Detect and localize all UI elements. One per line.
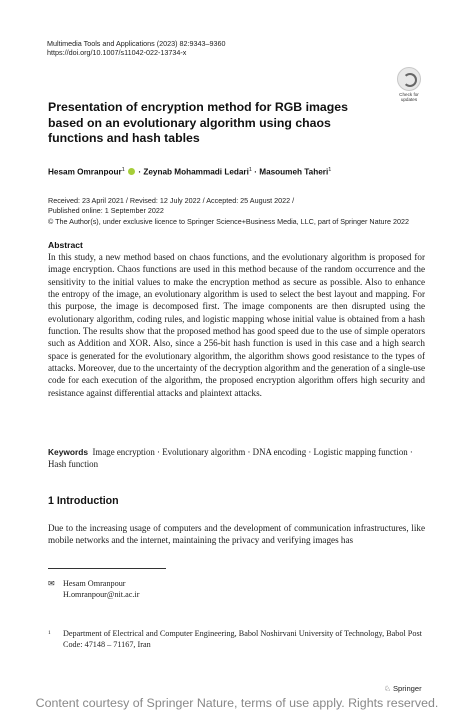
- publication-dates: [48, 196, 409, 227]
- author-affiliation-marker: 1: [121, 167, 125, 173]
- author-name[interactable]: Hesam Omranpour: [48, 167, 122, 177]
- check-for-updates-badge[interactable]: [396, 67, 422, 101]
- author-name[interactable]: Masoumeh Taheri: [259, 167, 329, 177]
- publisher-name: Springer: [392, 684, 422, 693]
- corresponding-author: [48, 578, 139, 600]
- journal-header: [47, 39, 225, 57]
- footnote-divider: [48, 568, 166, 569]
- keywords-list: Image encryption · Evolutionary algorithm · DNA encoding · Logistic mapping function · Hash function: [48, 447, 413, 470]
- copyright-line: © The Author(s), under exclusive licence to Springer Science+Business Media, LLC, part of Springer Nature 2022: [48, 216, 409, 226]
- publisher-logo: [384, 684, 422, 693]
- abstract-heading: Abstract: [48, 240, 83, 250]
- abstract-text: In this study, a new method based on chaos functions, and the evolutionary algorithm is proposed for image encryption. Chaos functions are used in this method because of the random occurrence and the sensitivity to the initial values to make the encryption method as secure as possible. Also to enhance the entropy of the image, an evolutionary algorithm is used to select the best layout and mapping. For this purpose, the image is decomposed first. The image components are then disrupted using the evolutionary algorithm, coding rules, and logistic mapping whose initial value is obtained from a hash function. The results show that the proposed method has good speed due to the use of simple operators such as Addition and XOR. Also, since a 256-bit hash function is used in this case and a high search space is generated for the evolutionary algorithm, the algorithm shows good resistance to the types of attacks. Moreover, due to the uncertainty of the decryption algorithm and the generation of a single-use code for each execution of the algorithm, the proposed encryption algorithm offers high security and resistance against differential attacks and plaintext attacks.: [48, 252, 425, 398]
- check-updates-label: Check for updates: [399, 92, 419, 102]
- affiliation-text: Department of Electrical and Computer Engineering, Babol Noshirvani University of Technology, Babol Post Code: 47148 – 71167, Iran: [63, 629, 422, 649]
- author-affiliation-marker: 1: [328, 167, 332, 173]
- affiliation-marker: 1: [48, 630, 51, 636]
- published-online-date: Published online: 1 September 2022: [48, 206, 164, 216]
- paper-title: Presentation of encryption method for RGB images based on an evolutionary algorithm using chaos functions and hash tables: [48, 100, 348, 145]
- doi-link[interactable]: https://doi.org/10.1007/s11042-022-13734-x: [47, 48, 187, 57]
- author-affiliation-marker: 1: [248, 167, 252, 173]
- author-list: Hesam Omranpour$^1$ · Zeynab Mohammadi Ledari$^1$ · Masoumeh Taheri$^1$: [48, 167, 332, 177]
- orcid-icon[interactable]: [128, 168, 135, 175]
- keywords-section: [48, 446, 425, 471]
- courtesy-notice: Content courtesy of Springer Nature, terms of use apply. Rights reserved.: [35, 696, 439, 710]
- journal-citation: Multimedia Tools and Applications (2023) 82:9343–9360: [47, 39, 226, 48]
- update-icon: [397, 67, 421, 91]
- corresponding-author-email[interactable]: H.omranpour@nit.ac.ir: [63, 590, 140, 599]
- keywords-label: Keywords: [48, 447, 89, 457]
- affiliation-footnote: [48, 628, 428, 650]
- author-name[interactable]: Zeynab Mohammadi Ledari: [143, 167, 249, 177]
- section-heading-introduction: 1 Introduction: [48, 495, 119, 507]
- history-dates: Received: 23 April 2021 / Revised: 12 July 2022 / Accepted: 25 August 2022 /: [48, 196, 295, 205]
- introduction-text: Due to the increasing usage of computers and the development of communication infrastructures, like mobile networks and the internet, maintaining the privacy and verifying images has: [48, 523, 425, 546]
- springer-horse-icon: ♘: [384, 684, 391, 693]
- corresponding-author-name: Hesam Omranpour: [63, 579, 126, 588]
- envelope-icon: ✉: [48, 579, 55, 588]
